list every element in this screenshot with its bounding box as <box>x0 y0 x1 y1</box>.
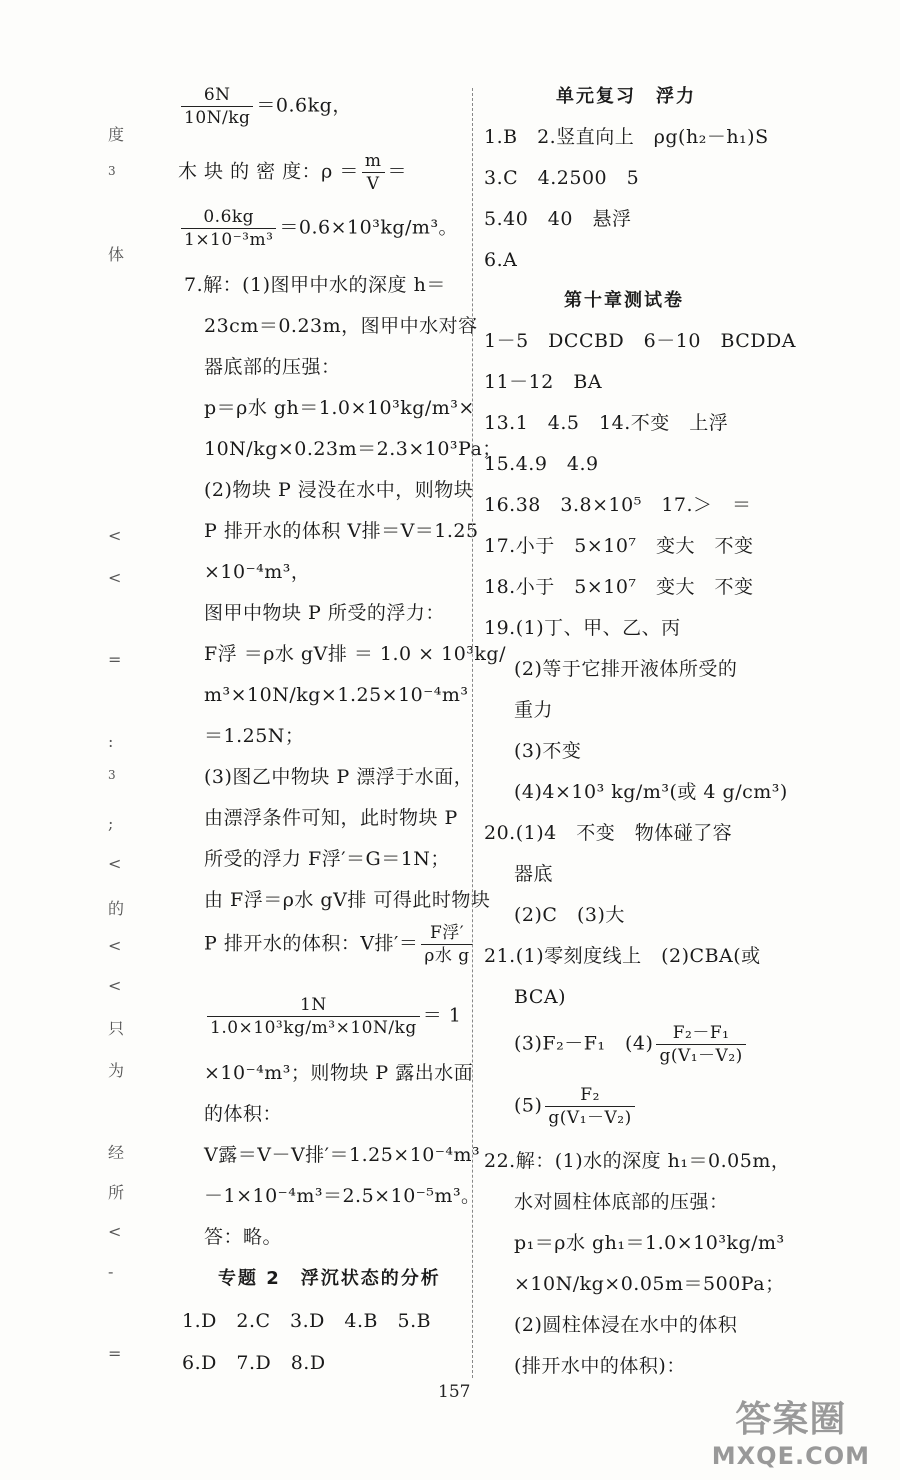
fraction: $\frac{\text{F浮′}}{\text{ρ水 g}}$ <box>421 922 472 967</box>
chapter10-heading: 第十章测试卷 <box>564 290 684 311</box>
answer-line: V露＝V－V排′＝1.25×10⁻⁴m³ <box>204 1144 481 1166</box>
answer-line: (2)物块 P 浸没在水中，则物块 <box>204 479 474 501</box>
page-number: 157 <box>438 1382 471 1402</box>
margin-fragment: < <box>108 976 122 995</box>
answer-line: F浮 ＝ρ水 gV排 ＝ 1.0 × 10³kg/ <box>204 643 506 665</box>
answer-line: P 排开水的体积 V排＝V＝1.25 <box>204 520 479 542</box>
answer-line: (2)等于它排开液体所受的 <box>514 658 738 680</box>
answer-line: BCA) <box>514 986 566 1008</box>
margin-fragment: 的 <box>108 899 125 918</box>
watermark-logo: 答案圈 MXQE.COM <box>711 1399 870 1470</box>
margin-fragment: : <box>108 732 114 751</box>
answer-line: 图甲中物块 P 所受的浮力： <box>204 602 445 624</box>
margin-fragment: ; <box>108 814 114 833</box>
answer-line: ×10⁻⁴m³， <box>204 561 311 583</box>
fraction: $\frac{\text{F₂}}{\text{g(V₁－V₂)}}$ <box>545 1084 634 1129</box>
answer-line: m³×10N/kg×1.25×10⁻⁴m³ <box>204 684 469 706</box>
answer-line: 23cm＝0.23m，图甲中水对容 <box>204 315 478 337</box>
answer-line: 17.小于 5×10⁷ 变大 不变 <box>484 535 754 557</box>
answer-line: 器底 <box>514 863 554 885</box>
topic2-heading: 专题 2 浮沉状态的分析 <box>218 1268 441 1289</box>
answer-line: 器底部的压强： <box>204 356 341 378</box>
answer-line: 答：略。 <box>204 1226 283 1248</box>
margin-fragment: 体 <box>108 245 125 264</box>
margin-fragment: < <box>108 936 122 955</box>
fraction: $\frac{6N}{10N/kg}$ <box>181 84 253 129</box>
answer-line: 由 F浮＝ρ水 gV排 可得此时物块 <box>204 889 491 911</box>
fraction: $\frac{1N}{\text{1.0×10³kg/m³×10N/kg}}$ <box>207 994 420 1039</box>
unit-review-heading: 单元复习 浮力 <box>556 86 696 107</box>
answer-line: (排开水中的体积)： <box>514 1355 686 1377</box>
answer-line: 6.A <box>484 249 518 271</box>
volume-fraction-line: P 排开水的体积：V排′＝ $\frac{\text{F浮′}}{\text{ρ水 g}}$ <box>204 922 476 967</box>
margin-fragment: < <box>108 854 122 873</box>
answer-line: p＝ρ水 gh＝1.0×10³kg/m³× <box>204 397 475 419</box>
answer-line: 15.4.9 4.9 <box>484 453 599 475</box>
margin-fragment: < <box>108 1222 122 1241</box>
answer-line: 19.(1)丁、甲、乙、丙 <box>484 617 681 639</box>
answer-fraction-line: (5) $\frac{\text{F₂}}{\text{g(V₁－V₂)}}$ <box>514 1084 638 1129</box>
density-result-line: $\frac{0.6kg}{\text{1×10⁻³m³}}$ ＝0.6×10³kg/m³。 <box>178 206 458 251</box>
margin-fragment: 度 <box>108 125 125 144</box>
fraction: $\frac{m}{V}$ <box>362 150 385 195</box>
margin-fragment: - <box>108 1262 114 1281</box>
answer-line: 1.D 2.C 3.D 4.B 5.B <box>182 1310 432 1332</box>
answer-line: 13.1 4.5 14.不变 上浮 <box>484 412 729 434</box>
fraction: $\frac{\text{F₂－F₁}}{\text{g(V₁－V₂)}}$ <box>656 1022 745 1067</box>
answer-line: (2)圆柱体浸在水中的体积 <box>514 1314 738 1336</box>
answer-line: ×10⁻⁴m³；则物块 P 露出水面 <box>204 1062 474 1084</box>
answer-line: 由漂浮条件可知，此时物块 P <box>204 807 458 829</box>
answer-line: p₁＝ρ水 gh₁＝1.0×10³kg/m³ <box>514 1232 785 1254</box>
answer-fraction-line: (3)F₂－F₁ (4) $\frac{\text{F₂－F₁}}{\text{g(V₁－V₂)}}$ <box>514 1022 749 1067</box>
column-divider <box>472 88 473 1378</box>
answer-line: 水对圆柱体底部的压强： <box>514 1191 729 1213</box>
margin-fragment: 经 <box>108 1143 125 1162</box>
answer-line: 7.解：(1)图甲中水的深度 h＝ <box>184 274 446 296</box>
answer-line: 11－12 BA <box>484 371 603 393</box>
volume-result-line: $\frac{1N}{\text{1.0×10³kg/m³×10N/kg}}$ ＝ 1 <box>204 994 461 1039</box>
answer-line: 21.(1)零刻度线上 (2)CBA(或 <box>484 945 761 967</box>
answer-line: 10N/kg×0.23m＝2.3×10³Pa； <box>204 438 502 460</box>
mass-calc-line: $\frac{6N}{10N/kg}$ ＝0.6kg， <box>178 84 352 129</box>
fraction: $\frac{0.6kg}{\text{1×10⁻³m³}}$ <box>181 206 276 251</box>
margin-fragment: 为 <box>108 1061 125 1080</box>
margin-fragment: < <box>108 526 122 545</box>
answer-line: 20.(1)4 不变 物体碰了容 <box>484 822 733 844</box>
answer-line: 5.40 40 悬浮 <box>484 208 632 230</box>
answer-line: (3)不变 <box>514 740 582 762</box>
answer-line: 1－5 DCCBD 6－10 BCDDA <box>484 330 796 352</box>
answer-line: ＝1.25N； <box>204 725 305 747</box>
margin-fragment: 3 <box>108 164 116 178</box>
answer-line: ×10N/kg×0.05m＝500Pa； <box>514 1273 785 1295</box>
answer-line: 1.B 2.竖直向上 ρg(h₂－h₁)S <box>484 126 769 148</box>
margin-fragment: < <box>108 568 122 587</box>
answer-line: 18.小于 5×10⁷ 变大 不变 <box>484 576 754 598</box>
answer-line: 重力 <box>514 699 554 721</box>
margin-fragment: 只 <box>108 1019 125 1038</box>
margin-fragment: 3 <box>108 768 116 782</box>
answer-line: 的体积： <box>204 1103 283 1125</box>
density-line: 木 块 的 密 度：ρ ＝ $\frac{m}{V}$ ＝ <box>178 151 408 194</box>
answer-line: 3.C 4.2500 5 <box>484 167 640 189</box>
answer-line: (4)4×10³ kg/m³(或 4 g/cm³) <box>514 781 788 803</box>
answer-line: (2)C (3)大 <box>514 904 625 926</box>
answer-line: 6.D 7.D 8.D <box>182 1352 326 1374</box>
answer-line: (3)图乙中物块 P 漂浮于水面， <box>204 766 474 788</box>
margin-fragment: = <box>108 650 122 669</box>
answer-line: －1×10⁻⁴m³＝2.5×10⁻⁵m³。 <box>204 1185 481 1207</box>
answer-line: 16.38 3.8×10⁵ 17.＞ ＝ <box>484 494 752 516</box>
margin-fragment: 所 <box>108 1183 125 1202</box>
answer-line: 所受的浮力 F浮′＝G＝1N； <box>204 848 450 870</box>
answer-line: 22.解：(1)水的深度 h₁＝0.05m， <box>484 1150 791 1172</box>
margin-fragment: = <box>108 1344 122 1363</box>
